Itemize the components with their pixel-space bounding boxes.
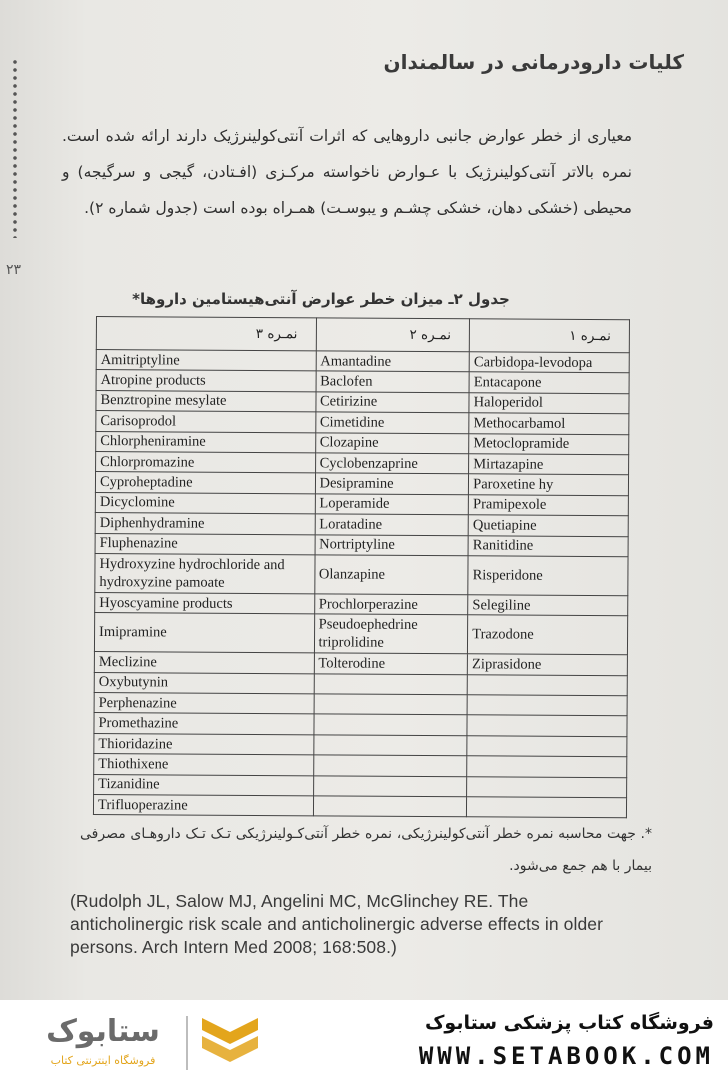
header-score-3: نمـره ۳ bbox=[96, 317, 316, 351]
cell-score-3: Meclizine bbox=[94, 652, 314, 674]
logo-wordmark: ستابوک bbox=[46, 1014, 160, 1049]
cell-score-1 bbox=[467, 674, 627, 695]
table-row bbox=[94, 613, 627, 655]
cell-score-3: Benztropine mesylate bbox=[96, 390, 316, 412]
chapter-title: کلیات دارودرمانی در سالمندان bbox=[383, 50, 684, 74]
page-number: ۲۳ bbox=[6, 262, 22, 278]
cell-score-2: Cetirizine bbox=[315, 392, 469, 413]
store-url-link[interactable]: WWW.SETABOOK.COM bbox=[418, 1042, 714, 1070]
cell-score-1: Risperidone bbox=[468, 556, 628, 596]
header-score-2: نمـره ۲ bbox=[316, 318, 470, 352]
cell-score-3: Thioridazine bbox=[94, 733, 314, 755]
cell-score-1: Mirtazapine bbox=[469, 454, 629, 475]
store-banner bbox=[0, 1000, 728, 1080]
cell-score-2: Prochlorperazine bbox=[314, 594, 468, 615]
decorative-dot-column bbox=[11, 58, 19, 238]
cell-score-3: Diphenhydramine bbox=[95, 513, 315, 535]
cell-score-2: Loratadine bbox=[315, 514, 469, 535]
cell-score-1: Methocarbamol bbox=[469, 413, 629, 434]
cell-score-2: Clozapine bbox=[315, 432, 469, 453]
cell-score-2 bbox=[314, 674, 468, 695]
cell-score-3: Atropine products bbox=[96, 370, 316, 392]
chevron-logo-icon bbox=[198, 1014, 262, 1068]
reference-citation: (Rudolph JL, Salow MJ, Angelini MC, McGlinchey RE. The anticholinergic risk scale and anticholinergic adverse effects in older persons. Arch Intern Med 2008; 168:508.) bbox=[70, 891, 604, 957]
cell-score-3: Oxybutynin bbox=[94, 672, 314, 694]
cell-score-3: Hyoscyamine products bbox=[95, 592, 315, 614]
cell-score-1 bbox=[467, 736, 627, 757]
cell-score-1: Haloperidol bbox=[469, 393, 629, 414]
cell-score-1: Entacapone bbox=[469, 372, 629, 393]
cell-score-2: Loperamide bbox=[315, 494, 469, 515]
header-score-1: نمـره ۱ bbox=[469, 319, 629, 353]
cell-score-1: Paroxetine hy bbox=[469, 474, 629, 495]
cell-score-3: Chlorpheniramine bbox=[96, 431, 316, 453]
cell-score-2 bbox=[314, 694, 468, 715]
cell-score-2 bbox=[313, 755, 467, 776]
cell-score-1: Ranitidine bbox=[468, 535, 628, 556]
cell-score-3: Hydroxyzine hydrochloride and hydroxyzine pamoate bbox=[95, 553, 315, 593]
cell-score-3: Thiothixene bbox=[94, 754, 314, 776]
logo-divider bbox=[186, 1016, 188, 1070]
cell-score-1 bbox=[467, 776, 627, 797]
cell-score-3: Trifluoperazine bbox=[93, 795, 313, 817]
cell-score-1 bbox=[467, 797, 627, 818]
cell-score-2: Olanzapine bbox=[314, 555, 468, 595]
cell-score-1 bbox=[467, 715, 627, 736]
cell-score-1 bbox=[467, 695, 627, 716]
cell-score-2: Nortriptyline bbox=[315, 534, 469, 555]
cell-score-1: Pramipexole bbox=[468, 495, 628, 516]
cell-score-2: Cyclobenzaprine bbox=[315, 453, 469, 474]
cell-score-1: Trazodone bbox=[468, 615, 628, 655]
cell-score-1: Ziprasidone bbox=[468, 654, 628, 675]
table-footnote: *. جهت محاسبه نمره خطر آنتی‌کولینرژیکی، نمره خطر آنتی‌کـولینرژیکی تـک تـک داروهـای مصرفی بیمار با هم جمع می‌شود. bbox=[80, 826, 652, 874]
cell-score-3: Carisoprodol bbox=[96, 411, 316, 433]
table-row bbox=[95, 553, 628, 595]
cell-score-3: Dicyclomine bbox=[95, 492, 315, 514]
store-name: فروشگاه کتاب پزشکی ستابوک bbox=[424, 1012, 714, 1034]
cell-score-2 bbox=[313, 714, 467, 735]
cell-score-1: Metoclopramide bbox=[469, 433, 629, 454]
cell-score-1: Carbidopa-levodopa bbox=[469, 352, 629, 373]
cell-score-2 bbox=[313, 796, 467, 817]
cell-score-2: Tolterodine bbox=[314, 653, 468, 674]
cell-score-3: Cyproheptadine bbox=[95, 472, 315, 494]
cell-score-3: Tizanidine bbox=[94, 774, 314, 796]
cell-score-3: Amitriptyline bbox=[96, 350, 316, 372]
cell-score-1: Selegiline bbox=[468, 595, 628, 616]
table-row bbox=[93, 795, 626, 819]
cell-score-2 bbox=[313, 735, 467, 756]
cell-score-3: Promethazine bbox=[94, 713, 314, 735]
cell-score-3: Perphenazine bbox=[94, 693, 314, 715]
cell-score-3: Imipramine bbox=[94, 613, 314, 653]
intro-paragraph: معیاری از خطر عوارض جانبی داروهایی که اثرات آنتی‌کولینرژیک دارند ارائه شده است. نمره بالاتر آنتی‌کولینرژیک با عـوارض ناخواسته مرکـزی (افـتادن، گیجی و سرگیجه) و محیطی (خشکی دهان، خشکی چشـم و یبوسـت) همـراه بوده است (جدول شماره ۲). bbox=[62, 127, 632, 217]
cell-score-2 bbox=[313, 775, 467, 796]
table-caption: جدول ۲ـ میزان خطر عوارض آنتی‌هیستامین داروها* bbox=[132, 290, 510, 308]
table-header-row bbox=[96, 317, 629, 353]
cell-score-1: Quetiapine bbox=[468, 515, 628, 536]
cell-score-2: Pseudoephedrine triprolidine bbox=[314, 614, 468, 654]
cell-score-3: Fluphenazine bbox=[95, 533, 315, 555]
cell-score-1 bbox=[467, 756, 627, 777]
cell-score-2: Amantadine bbox=[316, 351, 470, 372]
cell-score-2: Desipramine bbox=[315, 473, 469, 494]
cell-score-2: Cimetidine bbox=[315, 412, 469, 433]
logo-subtitle: فروشگاه اینترنتی کتاب bbox=[50, 1054, 156, 1067]
cell-score-2: Baclofen bbox=[316, 371, 470, 392]
anticholinergic-risk-table bbox=[93, 316, 630, 819]
cell-score-3: Chlorpromazine bbox=[96, 451, 316, 473]
